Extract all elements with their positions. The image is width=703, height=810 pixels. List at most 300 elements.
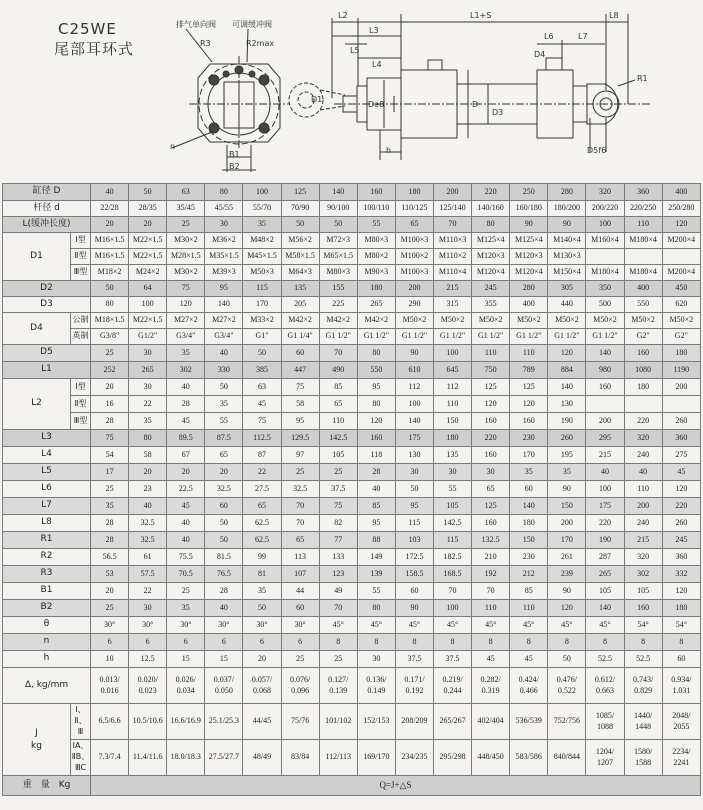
label-r2max: R2max xyxy=(246,39,275,48)
table-cell: M18×2 xyxy=(91,265,129,281)
table-row xyxy=(3,345,701,362)
table-cell: 230 xyxy=(510,549,548,566)
table-cell: 110 xyxy=(624,217,662,233)
table-cell: 6 xyxy=(205,634,243,651)
table-cell: 140 xyxy=(395,413,433,430)
label-l2: L2 xyxy=(338,11,348,20)
table-cell: 85 xyxy=(510,583,548,600)
table-cell: 120 xyxy=(662,481,700,498)
table-cell: 50 xyxy=(319,217,357,233)
table-cell: 172.5 xyxy=(395,549,433,566)
table-cell: 400 xyxy=(662,184,700,201)
table-cell: 169/170 xyxy=(357,740,395,776)
table-cell: 67 xyxy=(167,447,205,464)
table-cell xyxy=(586,396,624,413)
table-cell: M125×4 xyxy=(472,233,510,249)
table-cell: G3/4" xyxy=(205,329,243,345)
table-cell: 0.743/ 0.829 xyxy=(624,668,662,704)
table-cell: M65×1.5 xyxy=(319,249,357,265)
table-cell: 290 xyxy=(395,297,433,313)
table-cell: 99 xyxy=(243,549,281,566)
table-cell: 107 xyxy=(281,566,319,583)
table-cell: M90×3 xyxy=(357,265,395,281)
table-cell: 550 xyxy=(357,362,395,379)
table-cell: 170 xyxy=(510,447,548,464)
table-cell: M50×2 xyxy=(395,313,433,329)
table-cell: 105 xyxy=(319,447,357,464)
table-cell: 260 xyxy=(662,413,700,430)
table-cell: 125 xyxy=(472,379,510,396)
table-cell: M16×1.5 xyxy=(91,233,129,249)
table-cell: 8 xyxy=(586,634,624,651)
table-cell: 70 xyxy=(319,345,357,362)
table-row xyxy=(3,776,701,796)
table-cell: 120 xyxy=(548,345,586,362)
table-row xyxy=(3,265,701,281)
row-sub-label: 公制 xyxy=(71,313,91,329)
spec-table xyxy=(2,183,701,796)
table-cell: 200 xyxy=(548,515,586,532)
table-cell: M42×2 xyxy=(319,313,357,329)
row-label: L3 xyxy=(3,430,91,447)
table-cell: 100 xyxy=(129,297,167,313)
table-cell: 28 xyxy=(91,532,129,549)
table-cell: 200/220 xyxy=(586,201,624,217)
table-row xyxy=(3,532,701,549)
table-row xyxy=(3,481,701,498)
table-cell: 212 xyxy=(510,566,548,583)
table-cell: 35 xyxy=(129,413,167,430)
table-cell: M110×4 xyxy=(434,265,472,281)
table-cell: 10 xyxy=(91,651,129,668)
table-cell: M120×3 xyxy=(472,249,510,265)
row-group-label: L2 xyxy=(3,379,71,430)
table-cell: 160 xyxy=(472,515,510,532)
table-cell: M140×4 xyxy=(548,233,586,249)
table-cell: 85 xyxy=(319,379,357,396)
table-cell: 90 xyxy=(395,600,433,617)
table-cell: 215 xyxy=(434,281,472,297)
table-cell: 180 xyxy=(662,600,700,617)
table-cell: 8 xyxy=(510,634,548,651)
row-sub-label: Ⅱ型 xyxy=(71,396,91,413)
table-cell: 225 xyxy=(319,297,357,313)
table-cell: M33×2 xyxy=(243,313,281,329)
row-label: L4 xyxy=(3,447,91,464)
table-cell: 30 xyxy=(434,464,472,481)
table-cell: 0.020/ 0.023 xyxy=(129,668,167,704)
table-cell: 50 xyxy=(91,281,129,297)
table-cell: 0.219/ 0.244 xyxy=(434,668,472,704)
table-cell: 40 xyxy=(357,481,395,498)
table-cell: 160 xyxy=(472,413,510,430)
label-d3: D3 xyxy=(492,108,504,117)
table-cell: 0.037/ 0.050 xyxy=(205,668,243,704)
table-cell: 0.476/ 0.522 xyxy=(548,668,586,704)
table-cell: 65 xyxy=(281,532,319,549)
table-cell: G1/2" xyxy=(129,329,167,345)
table-row xyxy=(3,281,701,297)
table-cell: M150×4 xyxy=(548,265,586,281)
table-cell: 50 xyxy=(129,184,167,201)
table-row xyxy=(3,515,701,532)
table-cell: 275 xyxy=(662,447,700,464)
row-sub-label: ⅠA、ⅡB、 ⅢC xyxy=(71,740,91,776)
table-cell: 30° xyxy=(281,617,319,634)
label-d: D xyxy=(472,100,479,109)
table-cell: 112/113 xyxy=(319,740,357,776)
table-cell: 160 xyxy=(624,600,662,617)
table-cell: 63 xyxy=(167,184,205,201)
table-cell: 302 xyxy=(167,362,205,379)
table-cell: 450 xyxy=(662,281,700,297)
table-cell: 200 xyxy=(434,184,472,201)
table-cell: 70 xyxy=(281,515,319,532)
table-cell: 500 xyxy=(586,297,624,313)
table-cell: G1 1/2" xyxy=(395,329,433,345)
table-cell: 37.5 xyxy=(434,651,472,668)
table-cell: 25 xyxy=(319,651,357,668)
table-cell: 1580/ 1588 xyxy=(624,740,662,776)
row-label: D3 xyxy=(3,297,91,313)
table-cell: 15 xyxy=(167,651,205,668)
table-cell: 25 xyxy=(319,464,357,481)
table-cell: 100 xyxy=(434,600,472,617)
table-cell: 30° xyxy=(205,617,243,634)
table-cell: 22 xyxy=(243,464,281,481)
table-row xyxy=(3,634,701,651)
table-row xyxy=(3,201,701,217)
table-cell: 150 xyxy=(510,532,548,549)
table-cell: 32.5 xyxy=(281,481,319,498)
table-cell: 45° xyxy=(586,617,624,634)
table-cell: 103 xyxy=(395,532,433,549)
table-row xyxy=(3,651,701,668)
table-cell: 220/250 xyxy=(624,201,662,217)
table-row xyxy=(3,297,701,313)
table-row xyxy=(3,583,701,600)
table-cell: 320 xyxy=(624,549,662,566)
table-cell: 250 xyxy=(510,184,548,201)
table-cell: 8 xyxy=(319,634,357,651)
table-row xyxy=(3,184,701,201)
table-cell: 120 xyxy=(662,583,700,600)
table-cell: 50 xyxy=(395,481,433,498)
table-cell: 0.127/ 0.139 xyxy=(319,668,357,704)
table-cell: 110 xyxy=(472,345,510,362)
row-sub-label: Ⅰ型 xyxy=(71,379,91,396)
table-cell: 25 xyxy=(167,583,205,600)
row-sub-label: Ⅲ型 xyxy=(71,413,91,430)
table-cell: 180 xyxy=(395,184,433,201)
table-cell: 45 xyxy=(662,464,700,481)
label-d1: D1 xyxy=(311,95,323,104)
table-cell: 260 xyxy=(548,430,586,447)
table-cell: 280 xyxy=(548,184,586,201)
table-cell: 115 xyxy=(243,281,281,297)
table-cell: 287 xyxy=(586,549,624,566)
table-cell: 230 xyxy=(510,430,548,447)
table-cell: 65 xyxy=(395,217,433,233)
table-cell: 105 xyxy=(434,498,472,515)
table-row xyxy=(3,249,701,265)
table-cell: 0.136/ 0.149 xyxy=(357,668,395,704)
table-cell: 789 xyxy=(510,362,548,379)
table-cell: 152/153 xyxy=(357,704,395,740)
table-cell: 180/200 xyxy=(548,201,586,217)
table-cell: 110/125 xyxy=(395,201,433,217)
table-cell: 90 xyxy=(548,217,586,233)
table-cell: 45° xyxy=(434,617,472,634)
table-cell: 8 xyxy=(624,634,662,651)
table-cell: 110 xyxy=(624,481,662,498)
table-cell: 140 xyxy=(548,379,586,396)
table-cell: G3/4" xyxy=(167,329,205,345)
table-cell: 170 xyxy=(243,297,281,313)
label-l3: L3 xyxy=(369,26,379,35)
label-d5f6: D5f6 xyxy=(587,146,607,155)
table-cell: 75 xyxy=(91,430,129,447)
table-cell xyxy=(624,249,662,265)
table-cell: 45° xyxy=(395,617,433,634)
table-cell: 149 xyxy=(357,549,395,566)
table-row xyxy=(3,233,701,249)
table-cell: 110 xyxy=(434,396,472,413)
label-b2: B2 xyxy=(229,162,240,171)
weight-j-symbol: J xyxy=(35,728,38,739)
table-cell: M80×2 xyxy=(357,249,395,265)
table-cell: 6 xyxy=(281,634,319,651)
table-cell: 100 xyxy=(586,217,624,233)
table-cell: 245 xyxy=(662,532,700,549)
table-cell: 190 xyxy=(586,532,624,549)
table-cell: 250/280 xyxy=(662,201,700,217)
table-cell: 80 xyxy=(357,600,395,617)
table-cell xyxy=(662,396,700,413)
table-cell: M64×3 xyxy=(281,265,319,281)
table-cell: M80×3 xyxy=(319,265,357,281)
table-cell: 120 xyxy=(357,413,395,430)
table-cell: 8 xyxy=(395,634,433,651)
table-cell: 60 xyxy=(205,498,243,515)
table-cell: 234/235 xyxy=(395,740,433,776)
table-cell: 536/539 xyxy=(510,704,548,740)
table-cell: 208/209 xyxy=(395,704,433,740)
table-cell: 125 xyxy=(472,498,510,515)
table-row xyxy=(3,396,701,413)
table-cell: 35 xyxy=(548,464,586,481)
row-sub-label: Ⅱ型 xyxy=(71,249,91,265)
table-cell: 100 xyxy=(586,481,624,498)
table-cell: M50×2 xyxy=(510,313,548,329)
table-cell: 30° xyxy=(129,617,167,634)
table-cell: 57.5 xyxy=(129,566,167,583)
table-row xyxy=(3,740,701,776)
table-cell: 17 xyxy=(91,464,129,481)
table-row xyxy=(3,447,701,464)
table-cell: 220 xyxy=(472,430,510,447)
table-cell: 252 xyxy=(91,362,129,379)
table-cell: 40 xyxy=(167,532,205,549)
table-cell: 70.5 xyxy=(167,566,205,583)
row-label: L7 xyxy=(3,498,91,515)
table-cell: 40 xyxy=(167,379,205,396)
table-cell: 583/586 xyxy=(510,740,548,776)
table-cell: 30° xyxy=(167,617,205,634)
table-cell: M110×3 xyxy=(434,233,472,249)
row-label: n xyxy=(3,634,91,651)
table-cell: 49 xyxy=(319,583,357,600)
table-cell: 6 xyxy=(129,634,167,651)
table-cell: M50×3 xyxy=(243,265,281,281)
table-cell: 100 xyxy=(434,345,472,362)
table-cell: 360 xyxy=(662,430,700,447)
table-cell: 302 xyxy=(624,566,662,583)
table-cell: 30 xyxy=(129,600,167,617)
label-l8: L8 xyxy=(609,11,619,20)
row-sub-label: Ⅰ型 xyxy=(71,233,91,249)
table-cell: 2234/ 2241 xyxy=(662,740,700,776)
table-cell: M16×1.5 xyxy=(91,249,129,265)
table-cell: 440 xyxy=(548,297,586,313)
table-cell: 142.5 xyxy=(319,430,357,447)
table-cell: 95 xyxy=(205,281,243,297)
table-cell: 25 xyxy=(91,600,129,617)
row-label: L5 xyxy=(3,464,91,481)
table-cell: G2" xyxy=(662,329,700,345)
table-cell: 18.0/18.3 xyxy=(167,740,205,776)
table-cell: 210 xyxy=(472,549,510,566)
table-cell: M110×2 xyxy=(434,249,472,265)
table-cell: 58 xyxy=(281,396,319,413)
table-cell: 140 xyxy=(205,297,243,313)
table-cell: M100×2 xyxy=(395,249,433,265)
table-cell: 355 xyxy=(472,297,510,313)
table-cell: 645 xyxy=(434,362,472,379)
table-cell: 215 xyxy=(624,532,662,549)
table-cell: 87.5 xyxy=(205,430,243,447)
table-cell: 70 xyxy=(319,600,357,617)
table-cell: 120 xyxy=(472,396,510,413)
table-cell: 105 xyxy=(586,583,624,600)
table-cell: 8 xyxy=(472,634,510,651)
table-cell: 490 xyxy=(319,362,357,379)
table-cell: M22×1.5 xyxy=(129,249,167,265)
table-cell: 45 xyxy=(167,498,205,515)
table-cell: 175 xyxy=(395,430,433,447)
table-row xyxy=(3,413,701,430)
table-cell: 750 xyxy=(472,362,510,379)
table-cell: M180×4 xyxy=(624,265,662,281)
table-cell: 80 xyxy=(205,184,243,201)
table-cell: 0.424/ 0.466 xyxy=(510,668,548,704)
table-cell: 55 xyxy=(434,481,472,498)
table-cell: 40 xyxy=(91,184,129,201)
table-cell: 125 xyxy=(281,184,319,201)
row-label: θ xyxy=(3,617,91,634)
table-cell: G1 1/2" xyxy=(319,329,357,345)
table-row xyxy=(3,430,701,447)
table-cell: M50×2 xyxy=(472,313,510,329)
table-cell: 60 xyxy=(281,345,319,362)
table-cell: 55 xyxy=(357,217,395,233)
table-cell: M30×2 xyxy=(167,233,205,249)
row-label: 杆径 d xyxy=(3,201,91,217)
table-cell: 135 xyxy=(434,447,472,464)
table-cell: 35 xyxy=(167,345,205,362)
table-cell: 70 xyxy=(434,217,472,233)
table-cell: 45/55 xyxy=(205,201,243,217)
table-cell: M50×2 xyxy=(434,313,472,329)
table-cell: 40 xyxy=(624,464,662,481)
model-name: 尾部耳环式 xyxy=(54,40,135,58)
table-cell: 8 xyxy=(548,634,586,651)
row-label: L8 xyxy=(3,515,91,532)
table-cell: 160 xyxy=(510,413,548,430)
table-cell: 28 xyxy=(91,413,129,430)
table-cell: 11.4/11.6 xyxy=(129,740,167,776)
table-cell: 88 xyxy=(357,532,395,549)
weight-formula: Q=J+△S xyxy=(91,776,701,796)
table-cell: 35 xyxy=(167,600,205,617)
table-cell: 20 xyxy=(91,217,129,233)
table-cell: 80 xyxy=(472,217,510,233)
table-cell: G3/8" xyxy=(91,329,129,345)
table-cell: G1 1/2" xyxy=(357,329,395,345)
table-cell: 63 xyxy=(243,379,281,396)
table-cell: 265 xyxy=(129,362,167,379)
table-cell: 15 xyxy=(205,651,243,668)
table-cell: 32.5 xyxy=(205,481,243,498)
table-cell: 220 xyxy=(624,413,662,430)
table-cell: 70 xyxy=(281,498,319,515)
table-cell: M120×4 xyxy=(510,265,548,281)
table-cell: 25 xyxy=(281,464,319,481)
table-cell: 45 xyxy=(472,651,510,668)
table-cell xyxy=(624,396,662,413)
label-l4: L4 xyxy=(372,60,382,69)
table-cell: 81.5 xyxy=(205,549,243,566)
table-cell: 45 xyxy=(167,413,205,430)
table-cell: 150 xyxy=(434,413,472,430)
table-cell: 110 xyxy=(472,600,510,617)
table-cell: 280 xyxy=(510,281,548,297)
table-cell: M48×2 xyxy=(243,233,281,249)
table-row xyxy=(3,704,701,740)
table-cell: 132.5 xyxy=(472,532,510,549)
table-cell: G1 1/2" xyxy=(586,329,624,345)
row-label: D5 xyxy=(3,345,91,362)
table-cell: 20 xyxy=(205,464,243,481)
table-cell: M24×2 xyxy=(129,265,167,281)
table-cell: 62.5 xyxy=(243,532,281,549)
table-cell: 6.5/6.6 xyxy=(91,704,129,740)
table-row xyxy=(3,617,701,634)
table-cell: 8 xyxy=(434,634,472,651)
table-cell: 1204/ 1207 xyxy=(586,740,624,776)
table-cell: 28/35 xyxy=(129,201,167,217)
table-cell: 6 xyxy=(167,634,205,651)
table-cell: 12.5 xyxy=(129,651,167,668)
table-cell: 77 xyxy=(319,532,357,549)
table-cell: 135 xyxy=(281,281,319,297)
table-cell: G1" xyxy=(243,329,281,345)
table-cell: 44/45 xyxy=(243,704,281,740)
table-cell: 35 xyxy=(91,498,129,515)
table-cell: 120 xyxy=(510,396,548,413)
table-cell: M36×2 xyxy=(205,233,243,249)
side-view xyxy=(332,14,650,160)
